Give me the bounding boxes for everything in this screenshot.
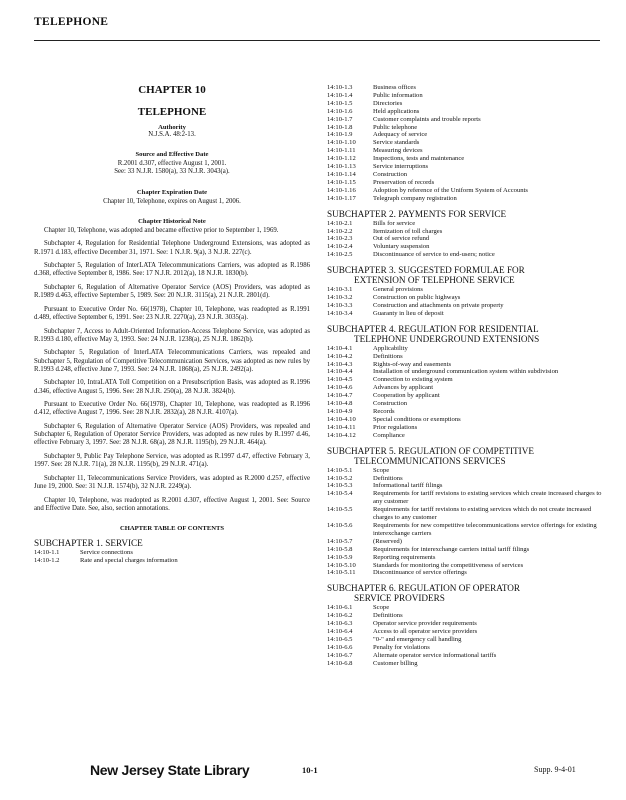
section-number: 14:10-4.4 [327, 368, 353, 376]
subchapter-1-list [34, 549, 310, 565]
subchapter-5-title-line2: TELECOMMUNICATIONS SERVICES [354, 455, 506, 466]
section-title: (Reserved) [373, 537, 402, 545]
section-title: Construction on public highways [373, 294, 461, 302]
section-number: 14:10-4.1 [327, 344, 353, 352]
section-title: Scope [373, 466, 390, 474]
toc-row [327, 353, 602, 361]
section-number: 14:10-4.6 [327, 384, 353, 392]
section-number: 14:10-1.15 [327, 178, 356, 186]
section-title: Requirements for new competitive telecommunications service offerings for existing interexchange carriers [373, 521, 597, 537]
toc-row [34, 549, 310, 557]
section-title: Rate and special charges information [80, 556, 178, 564]
toc-row [327, 636, 602, 644]
history-paragraph: Subchapter 5, Regulation of InterLATA Telecommunications Carriers, was adopted as R.1986 d.368, effective September 8, 1986. See: 17 N.J.R. 2012(a), 18 N.J.R. 1830(b). [34, 262, 310, 278]
section-title: Installation of underground communication system within subdivision [373, 368, 559, 376]
section-number: 14:10-3.1 [327, 286, 353, 294]
toc-row [327, 195, 602, 203]
history-notes [34, 227, 310, 513]
section-title: Out of service refund [373, 235, 430, 243]
section-title: Customer billing [373, 659, 418, 667]
history-paragraph: Pursuant to Executive Order No. 66(1978), Chapter 10, Telephone, was readopted as R.1996 d.412, effective August 7, 1996. See: 28 N.J.R. 2832(a), 28 N.J.R. 4107(a). [34, 401, 310, 417]
history-paragraph: Subchapter 11, Telecommunications Service Providers, was adopted as R.2000 d.257, effective June 19, 2000. See: 31 N.J.R. 1574(b), 32 N.J.R. 2249(a). [34, 474, 310, 490]
toc-row [327, 522, 602, 538]
section-title: Definitions [373, 612, 403, 620]
history-paragraph: Subchapter 10, IntraLATA Toll Competition on a Presubscription Basis, was adopted as R.1996 d.346, effective August 5, 1996. See: 28 N.J.R. 250(a), 28 N.J.R. 3824(b). [34, 379, 310, 395]
expiration-text: Chapter 10, Telephone, expires on August 1, 2006. [103, 197, 241, 205]
section-title: Construction [373, 400, 408, 408]
section-number: 14:10-6.7 [327, 651, 353, 659]
section-title: Customer complaints and trouble reports [373, 115, 481, 123]
subchapter-2-list [327, 220, 602, 260]
section-number: 14:10-3.2 [327, 294, 353, 302]
section-title: Advances by applicant [373, 384, 434, 392]
expiration-heading: Chapter Expiration Date [136, 188, 208, 196]
section-title: Voluntary suspension [373, 243, 430, 251]
section-title: Cooperation by applicant [373, 392, 440, 400]
section-number: 14:10-1.1 [34, 548, 60, 556]
section-number: 14:10-1.2 [34, 556, 60, 564]
section-title: Special conditions or exemptions [373, 415, 461, 423]
section-number: 14:10-6.8 [327, 659, 353, 667]
toc-row [327, 554, 602, 562]
section-number: 14:10-2.3 [327, 235, 353, 243]
right-column [327, 84, 602, 668]
section-number: 14:10-1.16 [327, 186, 356, 194]
section-number: 14:10-2.1 [327, 219, 353, 227]
section-title: Compliance [373, 431, 405, 439]
toc-row [327, 506, 602, 522]
section-number: 14:10-2.2 [327, 227, 353, 235]
subchapter-6-title [327, 583, 602, 603]
section-title: Service connections [80, 548, 133, 556]
toc-row [327, 155, 602, 163]
section-number: 14:10-3.4 [327, 309, 353, 317]
section-title: Construction and attachments on private property [373, 301, 504, 309]
section-title: "0-" and emergency call handling [373, 635, 462, 643]
toc-row [327, 384, 602, 392]
toc-row [327, 187, 602, 195]
toc-row [327, 538, 602, 546]
toc-row [327, 100, 602, 108]
section-title: Itemization of toll charges [373, 227, 443, 235]
toc-row [327, 131, 602, 139]
section-number: 14:10-4.7 [327, 392, 353, 400]
section-number: 14:10-1.6 [327, 107, 353, 115]
page-number: 10-1 [302, 765, 318, 775]
section-number: 14:10-5.4 [327, 490, 353, 498]
section-title: Discontinuance of service to end-users; notice [373, 251, 495, 259]
toc-row [327, 569, 602, 577]
header-rule [34, 40, 600, 41]
section-number: 14:10-1.7 [327, 115, 353, 123]
section-number: 14:10-5.5 [327, 506, 353, 514]
section-number: 14:10-5.8 [327, 545, 353, 553]
section-number: 14:10-1.13 [327, 163, 356, 171]
toc-row [34, 557, 310, 565]
subchapter-2-title: SUBCHAPTER 2. PAYMENTS FOR SERVICE [327, 208, 507, 219]
section-number: 14:10-6.1 [327, 604, 353, 612]
subchapter-3-title-line2: EXTENSION OF TELEPHONE SERVICE [354, 275, 515, 286]
subchapter-3-list [327, 286, 602, 318]
section-title: Bills for service [373, 219, 416, 227]
section-number: 14:10-3.3 [327, 301, 353, 309]
toc-row [327, 467, 602, 475]
section-title: Construction [373, 170, 408, 178]
toc-row [327, 660, 602, 668]
section-title: Service interruptions [373, 163, 429, 171]
section-number: 14:10-6.2 [327, 612, 353, 620]
section-title: Adoption by reference of the Uniform System of Accounts [373, 186, 528, 194]
toc-row [327, 482, 602, 490]
section-title: Adequacy of service [373, 131, 428, 139]
history-paragraph: Pursuant to Executive Order No. 66(1978), Chapter 10, Telephone, was readopted as R.1991 d.489, effective September 6, 1991. See: 23 N.J.R. 2270(a), 23 N.J.R. 3035(a). [34, 305, 310, 321]
section-title: Public telephone [373, 123, 418, 131]
section-title: Operator service provider requirements [373, 620, 477, 628]
section-number: 14:10-1.10 [327, 139, 356, 147]
section-title: Reporting requirements [373, 553, 436, 561]
toc-row [327, 620, 602, 628]
subchapter-4-title-line1: SUBCHAPTER 4. REGULATION FOR RESIDENTIAL [327, 323, 539, 334]
section-number: 14:10-5.3 [327, 482, 353, 490]
toc-row [327, 612, 602, 620]
toc-row [327, 147, 602, 155]
history-paragraph: Subchapter 4, Regulation for Residential Telephone Underground Extensions, was adopted as R.1971 d.183, effective December 31, 1971. See: 1 N.J.R. 9(a), 3 N.J.R. 227(c). [34, 240, 310, 256]
toc-row [327, 400, 602, 408]
toc-row [327, 243, 602, 251]
section-title: Measuring devices [373, 147, 423, 155]
history-paragraph: Subchapter 7, Access to Adult-Oriented Information-Access Telephone Service, was adopted as R.1993 d.180, effective May 3, 1993. See: 24 N.J.R. 1238(a), 25 N.J.R. 1862(b). [34, 327, 310, 343]
section-number: 14:10-5.6 [327, 521, 353, 529]
section-number: 14:10-6.4 [327, 628, 353, 636]
toc-row [327, 652, 602, 660]
history-paragraph: Subchapter 9, Public Pay Telephone Service, was adopted as R.1997 d.47, effective February 3, 1997. See: 28 N.J.R. 71(a), 28 N.J.R. 1195(b), 29 N.J.R. 471(a). [34, 452, 310, 469]
subchapter-4-list [327, 345, 602, 440]
section-title: Connection to existing system [373, 376, 453, 384]
section-title: Requirements for interexchange carriers initial tariff filings [373, 545, 530, 553]
section-number: 14:10-2.4 [327, 243, 353, 251]
toc-row [327, 251, 602, 259]
section-number: 14:10-1.11 [327, 147, 356, 155]
section-title: Definitions [373, 352, 403, 360]
section-title: General provisions [373, 286, 423, 294]
toc-row [327, 139, 602, 147]
section-number: 14:10-4.11 [327, 423, 356, 431]
section-number: 14:10-5.10 [327, 561, 356, 569]
toc-row [327, 84, 602, 92]
chapter-number: CHAPTER 10 [138, 84, 206, 96]
section-title: Inspections, tests and maintenance [373, 155, 465, 163]
subchapter-5-title-line1: SUBCHAPTER 5. REGULATION OF COMPETITIVE [327, 445, 534, 456]
toc-row [327, 345, 602, 353]
toc-row [327, 108, 602, 116]
toc-row [327, 361, 602, 369]
section-title: Scope [373, 604, 390, 612]
section-number: 14:10-1.5 [327, 99, 353, 107]
history-paragraph: Chapter 10, Telephone, was adopted and became effective prior to September 1, 1969. [44, 226, 279, 234]
toc-row [327, 368, 602, 376]
toc-row [327, 220, 602, 228]
toc-row [327, 562, 602, 570]
section-title: Requirements for tariff revisions to existing services which do not create increased charges to any customer [373, 506, 592, 522]
section-title: Service standards [373, 139, 420, 147]
section-number: 14:10-4.8 [327, 400, 353, 408]
toc-row [327, 310, 602, 318]
subchapter-4-title [327, 324, 602, 344]
section-number: 14:10-5.1 [327, 466, 353, 474]
section-number: 14:10-1.14 [327, 170, 356, 178]
subchapter-3-title-line1: SUBCHAPTER 3. SUGGESTED FORMULAE FOR [327, 265, 525, 276]
section-title: Business offices [373, 84, 416, 91]
section-number: 14:10-1.8 [327, 123, 353, 131]
toc-row [327, 235, 602, 243]
section-number: 14:10-4.9 [327, 408, 353, 415]
toc-row [327, 294, 602, 302]
section-number: 14:10-1.9 [327, 131, 353, 139]
section-title: Discontinuance of service offerings [373, 569, 467, 577]
toc-row [327, 416, 602, 424]
history-paragraph: Subchapter 6, Regulation of Alternative Operator Service (AOS) Providers, was repealed and Subchapter 6, Regulation of Operator Service Providers, was adopted as new rules by R.1997 d.46, effective February 3, 1997. See: 28 N.J.R. 68(a), 28 N.J.R. 1195(b), 29 N.J.R. 464(a). [34, 422, 310, 447]
section-number: 14:10-1.3 [327, 84, 353, 91]
section-title: Public information [373, 91, 423, 99]
toc-row [327, 302, 602, 310]
toc-row [327, 628, 602, 636]
toc-row [327, 408, 602, 416]
section-number: 14:10-4.2 [327, 352, 353, 360]
section-number: 14:10-4.10 [327, 415, 356, 423]
section-title: Preservation of records [373, 178, 435, 186]
toc-row [327, 490, 602, 506]
source-line: R.2001 d.307, effective August 1, 2001. [117, 160, 227, 168]
subchapter-4-title-line2: TELEPHONE UNDERGROUND EXTENSIONS [354, 333, 540, 344]
section-number: 14:10-4.12 [327, 431, 356, 439]
history-paragraph: Chapter 10, Telephone, was readopted as R.2001 d.307, effective August 1, 2001. See: Source and Effective Date. See, also, section annotations. [34, 496, 310, 512]
toc-row [327, 228, 602, 236]
toc-row [327, 286, 602, 294]
subchapter-5-title [327, 446, 602, 466]
section-title: Informational tariff filings [373, 482, 443, 490]
toc-row [327, 644, 602, 652]
section-title: Definitions [373, 474, 403, 482]
toc-row [327, 116, 602, 124]
source-heading: Source and Effective Date [135, 151, 209, 159]
subchapter-1-list-continued [327, 84, 602, 203]
subchapter-3-title [327, 265, 602, 285]
section-number: 14:10-6.5 [327, 635, 353, 643]
toc-row [327, 604, 602, 612]
section-number: 14:10-1.4 [327, 91, 353, 99]
supplement-date: Supp. 9-4-01 [534, 765, 576, 774]
section-title: Alternate operator service informational tariffs [373, 651, 497, 659]
section-title: Held applications [373, 107, 420, 115]
section-title: Prior regulations [373, 423, 418, 431]
toc-row [327, 546, 602, 554]
authority-text: N.J.S.A. 48:2-13. [148, 131, 196, 138]
toc-row [327, 392, 602, 400]
subchapter-1-title: SUBCHAPTER 1. SERVICE [34, 537, 143, 548]
section-number: 14:10-4.3 [327, 360, 353, 368]
section-title: Directories [373, 99, 403, 107]
running-header: TELEPHONE [34, 16, 109, 28]
toc-row [327, 92, 602, 100]
toc-row [327, 475, 602, 483]
section-title: Standards for monitoring the competitiveness of services [373, 561, 524, 569]
history-paragraph: Subchapter 5, Regulation of InterLATA Telecommunications Carriers, was repealed and Subchapter 5, Regulation of Competitive Telecommunication Services, was adopted as new rules by R.1993 d.248, effective June 7, 1993. See: 24 N.J.R. 1868(a), 25 N.J.R. 2492(a). [34, 349, 310, 373]
authority-heading: Authority [158, 124, 186, 131]
toc-row [327, 124, 602, 132]
left-column [34, 84, 310, 565]
library-stamp: New Jersey State Library [90, 762, 250, 778]
section-title: Requirements for tariff revisions to existing services which create increased charges to any customer [373, 490, 602, 506]
section-title: Penalty for violations [373, 643, 430, 651]
subchapter-6-title-line2: SERVICE PROVIDERS [354, 593, 445, 604]
toc-row [327, 424, 602, 432]
section-number: 14:10-6.6 [327, 643, 353, 651]
section-number: 14:10-5.11 [327, 569, 356, 577]
section-title: Guaranty in lieu of deposit [373, 309, 444, 317]
subchapter-6-title-line1: SUBCHAPTER 6. REGULATION OF OPERATOR [327, 583, 521, 594]
section-number: 14:10-1.17 [327, 194, 356, 202]
toc-heading: CHAPTER TABLE OF CONTENTS [119, 524, 225, 532]
toc-row [327, 432, 602, 440]
toc-row [327, 163, 602, 171]
section-number: 14:10-5.2 [327, 474, 353, 482]
section-title: Records [373, 408, 395, 415]
section-number: 14:10-5.7 [327, 537, 353, 545]
history-paragraph: Subchapter 6, Regulation of Alternative Operator Service (AOS) Providers, was adopted as R.1989 d.463, effective September 5, 1989. See: 20 N.J.R. 3115(a), 21 N.J.R. 2801(d). [34, 284, 310, 300]
toc-row [327, 171, 602, 179]
section-title: Telegraph company registration [373, 194, 457, 202]
section-number: 14:10-5.9 [327, 553, 353, 561]
section-title: Access to all operator service providers [373, 628, 478, 636]
section-title: Applicability [373, 344, 408, 352]
section-number: 14:10-4.5 [327, 376, 353, 384]
section-title: Rights-of-way and easements [373, 360, 452, 368]
section-number: 14:10-2.5 [327, 251, 353, 259]
toc-row [327, 376, 602, 384]
subchapter-6-list [327, 604, 602, 667]
section-number: 14:10-6.3 [327, 620, 353, 628]
toc-row [327, 179, 602, 187]
chapter-name: TELEPHONE [137, 106, 207, 118]
history-heading: Chapter Historical Note [138, 217, 206, 225]
subchapter-5-list [327, 467, 602, 578]
source-line: See: 33 N.J.R. 1580(a), 33 N.J.R. 3043(a). [114, 168, 230, 176]
section-number: 14:10-1.12 [327, 155, 356, 163]
